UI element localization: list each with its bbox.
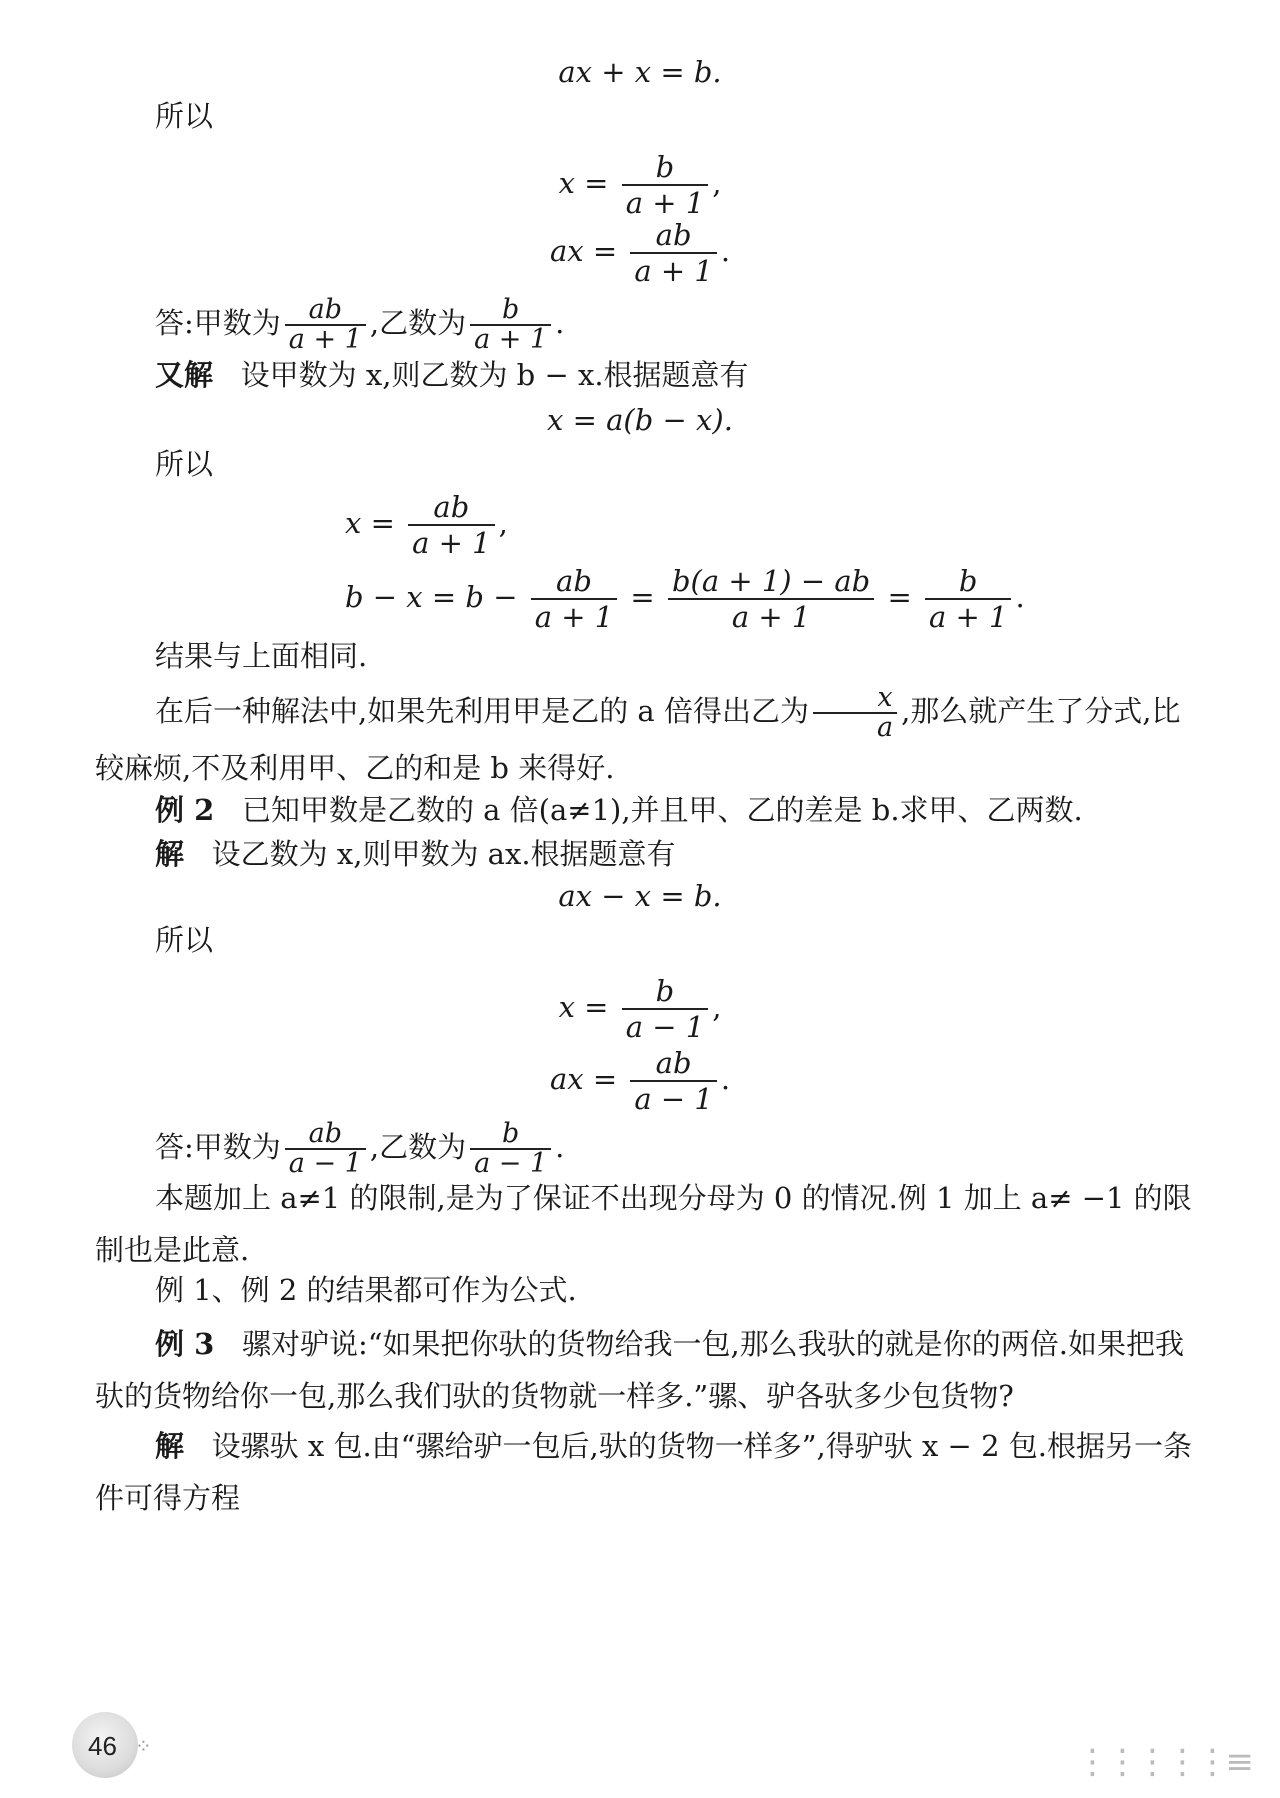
fraction: $\frac{b}{a + 1}$: [470, 296, 551, 354]
solution-3-paragraph: 解 设骡驮 x 包.由“骡给驴一包后,驮的货物一样多”,得驴驮 x − 2 包.根据另一条件可得方程: [95, 1429, 1192, 1515]
page-number: 46: [88, 1731, 117, 1761]
fraction: $\frac{ab}{a + 1}$: [285, 296, 366, 354]
answer-1: 答:甲数为 $\frac{ab}{a + 1}$ ,乙数为 $\frac{b}{a + 1}$ .: [155, 294, 565, 355]
fraction: $\frac{b}{a + 1}$: [925, 564, 1011, 634]
fraction: $\frac{ab}{a + 1}$: [630, 218, 716, 288]
fraction: $\frac{b}{a - 1}$: [470, 1120, 551, 1178]
so-label-2: 所以: [155, 447, 214, 481]
equation-x-a-b-minus-x: x = a(b − x).: [547, 403, 733, 437]
fraction: $\frac{x}{a}$: [813, 684, 897, 742]
watermark-icon: ⋮⋮⋮⋮⋮≡: [1075, 1742, 1250, 1782]
paragraph-latter-method: 在后一种解法中,如果先利用甲是乙的 a 倍得出乙为 $\frac{x}{a}$ ,那么就产生了分式,比较麻烦,不及利用甲、乙的和是 b 来得好.: [95, 682, 1181, 785]
example-3-paragraph: 例 3 骡对驴说:“如果把你驮的货物给我一包,那么我驮的就是你的两倍.如果把我驮的货物给你一包,那么我们驮的货物就一样多.”骡、驴各驮多少包货物?: [95, 1327, 1184, 1413]
equation-x-ab-over-a-plus-1: x = $\frac{ab}{a + 1}$ ,: [345, 490, 508, 560]
alternate-solution-line: 又解 设甲数为 x,则乙数为 b − x.根据题意有: [155, 358, 749, 392]
solution-2-line: 解 设乙数为 x,则甲数为 ax.根据题意有: [155, 837, 676, 871]
fraction: $\frac{ab}{a + 1}$: [408, 490, 494, 560]
equation-x-b-over-a-plus-1: x = $\frac{b}{a + 1}$ ,: [558, 150, 722, 220]
solution-label: 解: [155, 837, 185, 871]
equation-b-minus-x-chain: b − x = b − $\frac{ab}{a + 1}$ = $\frac{b(a + 1) - ab}{a + 1}$ = $\frac{b}{a + 1}$ .: [345, 564, 1025, 634]
result-same-text: 结果与上面相同.: [155, 639, 368, 673]
paragraph-formula: 例 1、例 2 的结果都可作为公式.: [155, 1273, 577, 1307]
page-ornament-icon: ⁘: [135, 1736, 152, 1758]
so-label-1: 所以: [155, 99, 214, 133]
fraction: $\frac{b}{a + 1}$: [622, 150, 708, 220]
equation-x-b-over-a-minus-1: x = $\frac{b}{a - 1}$ ,: [558, 974, 722, 1044]
example-3-label: 例 3: [155, 1327, 215, 1361]
fraction: $\frac{b}{a - 1}$: [622, 974, 708, 1044]
equation-ax-ab-over-a-plus-1: ax = $\frac{ab}{a + 1}$ .: [549, 218, 731, 288]
solution-label: 解: [155, 1429, 185, 1463]
equation-ax-minus-x: ax − x = b.: [558, 879, 722, 913]
fraction: $\frac{ab}{a + 1}$: [531, 564, 617, 634]
equation-ax-plus-x: ax + x = b.: [558, 55, 722, 89]
equation-ax-ab-over-a-minus-1: ax = $\frac{ab}{a - 1}$ .: [549, 1046, 731, 1116]
fraction: $\frac{ab}{a - 1}$: [285, 1120, 366, 1178]
fraction: $\frac{ab}{a - 1}$: [630, 1046, 716, 1116]
paragraph-restriction: 本题加上 a≠1 的限制,是为了保证不出现分母为 0 的情况.例 1 加上 a≠ −1 的限制也是此意.: [95, 1181, 1192, 1267]
fraction: $\frac{b(a + 1) - ab}{a + 1}$: [668, 564, 874, 634]
answer-2: 答:甲数为 $\frac{ab}{a - 1}$ ,乙数为 $\frac{b}{a - 1}$ .: [155, 1118, 565, 1179]
example-2-line: 例 2 已知甲数是乙数的 a 倍(a≠1),并且甲、乙的差是 b.求甲、乙两数.: [155, 793, 1083, 827]
so-label-3: 所以: [155, 923, 214, 957]
alternate-solution-label: 又解: [155, 358, 214, 392]
example-2-label: 例 2: [155, 793, 215, 827]
